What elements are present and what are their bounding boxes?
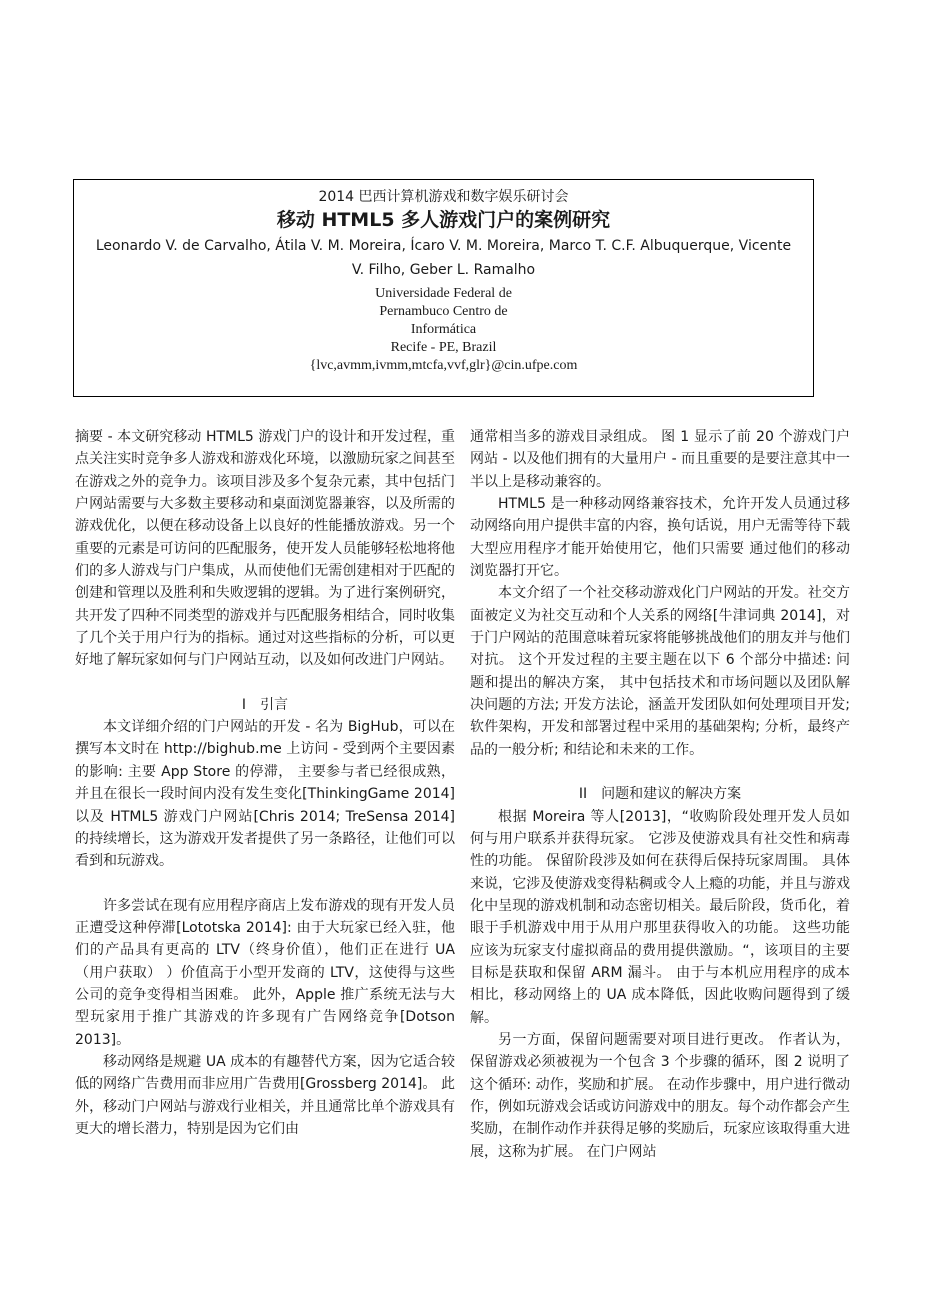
section-title: 问题和建议的解决方案 xyxy=(601,786,742,803)
body-paragraph: 许多尝试在现有应用程序商店上发布游戏的现有开发人员正遭受这种停滞[Lototska 2014]: 由于大玩家已经入驻，他们的产品具有更高的 LTV（终身价值），他们正在进行 UA（用户获取） ）价值高于小型开发商的 LTV，这使得与这些公司的竞争变得相当困难。 此外，Apple 推广系统无法与大型玩家用于推广其游戏的许多现有广告网络竞争[Dotson 2013]。 xyxy=(75,897,455,1048)
section-numeral: II xyxy=(578,786,588,803)
affiliation-line: Universidade Federal de xyxy=(375,286,512,301)
affiliation-line: Informática xyxy=(410,322,477,337)
left-column xyxy=(75,426,455,1140)
affiliation-block xyxy=(74,285,813,375)
body-paragraph: 本文详细介绍的门户网站的开发 - 名为 BigHub，可以在撰写本文时在 http://bighub.me 上访问 - 受到两个主要因素的影响: 主要 App Store 的停滞， 主要参与者已经很成熟，并且在很长一段时间内没有发生变化[ThinkingGame 2014]以及 HTML5 游戏门户网站[Chris 2014; TreSensa 2014]的持续增长，这为游戏开发者提供了另一条路径，让他们可以看到和玩游戏。 xyxy=(75,719,455,870)
body-paragraph: 通常相当多的游戏目录组成。 图 1 显示了前 20 个游戏门户网站 - 以及他们拥有的大量用户 - 而且重要的是要注意其中一半以上是移动兼容的。 xyxy=(470,429,850,490)
right-column xyxy=(470,426,850,1163)
abstract-paragraph: 摘要 - 本文研究移动 HTML5 游戏门户的设计和开发过程，重点关注实时竞争多人游戏和游戏化环境，以激励玩家之间甚至在游戏之外的竞争力。该项目涉及多个复杂元素，其中包括门户网站需要与大多数主要移动和桌面浏览器兼容，以及所需的游戏优化，以便在移动设备上以良好的性能播放游戏。另一个重要的元素是可访问的匹配服务，使开发人员能够轻松地将他们的多人游戏与门户集成，从而使他们无需创建相对于匹配的创建和管理以及胜利和失败逻辑的逻辑。为了进行案例研究，共开发了四种不同类型的游戏并与匹配服务相结合，同时收集了几个关于用户行为的指标。通过对这些指标的分析，可以更好地了解玩家如何与门户网站互动，以及如何改进门户网站。 xyxy=(75,429,455,669)
body-paragraph: 根据 Moreira 等人[2013]，“收购阶段处理开发人员如何与用户联系并获得玩家。 它涉及使游戏具有社交性和病毒性的功能。 保留阶段涉及如何在获得后保持玩家周围。 具体来说，它涉及使游戏变得粘稠或令人上瘾的功能，并且与游戏化中呈现的游戏机制和动态密切相关。最后阶段，货币化，着眼于手机游戏中用于从用户那里获得收入的功能。 这些功能应该为玩家支付虚拟商品的费用提供激励。“，该项目的主要目标是获取和保留 ARM 漏斗。 由于与本机应用程序的成本相比，移动网络上的 UA 成本降低，因此收购问题得到了缓解。 xyxy=(470,808,850,1026)
affiliation-email: {lvc,avmm,ivmm,mtcfa,vvf,glr}@cin.ufpe.com xyxy=(309,358,578,373)
section-heading-introduction xyxy=(75,694,455,716)
spacer xyxy=(75,873,455,895)
paper-title: 移动 HTML5 多人游戏门户的案例研究 xyxy=(276,209,611,231)
section-title: 引言 xyxy=(260,696,289,713)
section-numeral: I xyxy=(241,696,247,713)
body-paragraph: 移动网络是规避 UA 成本的有趣替代方案，因为它适合较低的网络广告费用而非应用广告费用[Grossberg 2014]。 此外，移动门户网站与游戏行业相关，并且通常比单个游戏具有更大的增长潜力，特别是因为它们由 xyxy=(75,1053,455,1137)
spacer xyxy=(470,761,850,783)
spacer xyxy=(75,672,455,694)
body-paragraph: HTML5 是一种移动网络兼容技术，允许开发人员通过移动网络向用户提供丰富的内容，换句话说，用户无需等待下载大型应用程序才能开始使用它，他们只需要 通过他们的移动浏览器打开它。 xyxy=(470,496,850,580)
affiliation-line: Pernambuco Centro de xyxy=(379,304,508,319)
section-heading-problems xyxy=(470,783,850,805)
paper-header-box xyxy=(73,179,814,397)
conference-line: 2014 巴西计算机游戏和数字娱乐研讨会 xyxy=(318,189,569,205)
body-paragraph: 另一方面，保留问题需要对项目进行更改。 作者认为，保留游戏必须被视为一个包含 3 个步骤的循环，图 2 说明了这个循环: 动作，奖励和扩展。 在动作步骤中，用户进行微动作，例如玩游戏会话或访问游戏中的朋友。每个动作都会产生奖励，在制作动作并获得足够的奖励后，玩家应该取得重大进展，这称为扩展。 在门户网站 xyxy=(470,1031,850,1160)
affiliation-line: Recife - PE, Brazil xyxy=(390,340,497,355)
author-list: Leonardo V. de Carvalho, Átila V. M. Moreira, Ícaro V. M. Moreira, Marco T. C.F. Albuquerque, Vicente V. Filho, Geber L. Ramalho xyxy=(95,238,792,278)
body-paragraph: 本文介绍了一个社交移动游戏化门户网站的开发。社交方面被定义为社交互动和个人关系的网络[牛津词典 2014]，对于门户网站的范围意味着玩家将能够挑战他们的朋友并与他们对抗。 这个开发过程的主要主题在以下 6 个部分中描述: 问题和提出的解决方案， 其中包括技术和市场问题以及团队解决问题的方法; 开发方法论，涵盖开发团队如何处理项目开发; 软件架构，开发和部署过程中采用的基础架构; 分析，最终产品的一般分析; 和结论和未来的工作。 xyxy=(470,585,850,758)
